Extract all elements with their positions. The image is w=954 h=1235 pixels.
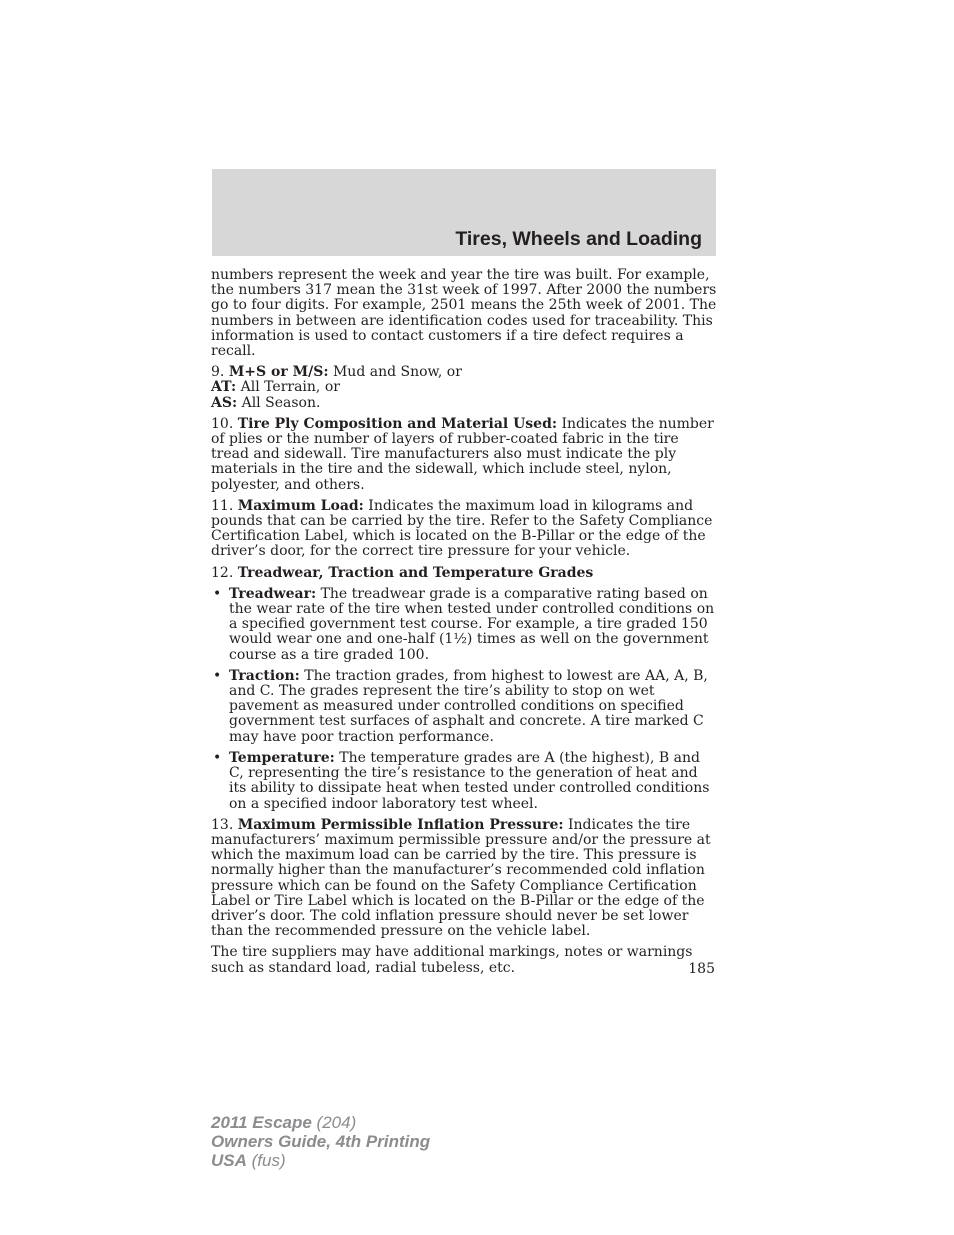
item-9-tire-season-markings <box>211 365 717 411</box>
item-number: 13. <box>211 816 234 833</box>
document-footer <box>211 1113 430 1170</box>
term-description: All Season. <box>237 394 321 411</box>
section-header-band <box>212 169 716 256</box>
bullet-traction <box>211 669 717 745</box>
bullet-treadwear <box>211 587 717 663</box>
footer-model-code: (204) <box>311 1113 357 1132</box>
term-label: M+S or M/S: <box>228 364 329 381</box>
term-description: Mud and Snow, or <box>328 364 462 381</box>
term-description: All Terrain, or <box>236 379 340 396</box>
term-description: Indicates the tire manufacturers’ maximum permissible pressure and/or the pressure at which the maximum load can be carried by the tire. This pressure is normally higher than the manufacturer’s recommended cold inflation pressure which can be found on the Safety Compliance Certification Label or Tire Label which is located on the B-Pillar or the edge of the driver’s door. The cold inflation pressure should never be set lower than the recommended pressure on the vehicle label. <box>211 816 711 940</box>
footer-line-guide: Owners Guide, 4th Printing <box>211 1132 431 1151</box>
section-title: Tires, Wheels and Loading <box>455 228 702 250</box>
term-label: Tire Ply Composition and Material Used: <box>237 415 558 432</box>
term-label: Treadwear: <box>229 585 317 602</box>
item-number: 10. <box>211 415 234 432</box>
term-description: The treadwear grade is a comparative rating based on the wear rate of the tire when tested under controlled conditions on a specified government test course. For example, a tire graded 150 would wear one and one-half (1½) times as well on the government course as a tire graded 100. <box>229 585 715 663</box>
page-number: 185 <box>688 961 715 977</box>
term-label: Maximum Permissible Inflation Pressure: <box>237 816 564 833</box>
item-12-grades-heading <box>211 566 717 581</box>
item-number: 11. <box>211 497 234 514</box>
term-description: Indicates the number of plies or the number of layers of rubber-coated fabric in the tire tread and sidewall. Tire manufacturers also must indicate the ply materials in the tire and the sidewall, which include steel, nylon, polyester, and others. <box>211 415 714 493</box>
term-description: The temperature grades are A (the highest), B and C, representing the tire’s resistance to the generation of heat and its ability to dissipate heat when tested under controlled conditions on a specified indoor laboratory test wheel. <box>229 749 710 812</box>
term-label: Treadwear, Traction and Temperature Grades <box>237 564 594 581</box>
item-11-maximum-load <box>211 499 717 560</box>
grades-bullet-list <box>211 587 717 812</box>
footer-line-market <box>211 1151 430 1170</box>
term-label: AS: <box>211 394 238 411</box>
term-label: Temperature: <box>229 749 335 766</box>
term-label: Traction: <box>229 667 300 684</box>
footer-market-code: (fus) <box>246 1151 286 1170</box>
closing-paragraph: The tire suppliers may have additional markings, notes or warnings such as standard load, radial tubeless, etc. <box>211 944 693 976</box>
footer-model: 2011 Escape <box>211 1113 312 1132</box>
item-13-inflation-pressure <box>211 818 717 940</box>
item-number: 12. <box>211 564 234 581</box>
bullet-temperature <box>211 751 717 812</box>
footer-line-model <box>211 1113 430 1132</box>
term-description: Indicates the maximum load in kilograms and pounds that can be carried by the tire. Refer to the Safety Compliance Certification Label, which is located on the B-Pillar or the edge of the driver’s door, for the correct tire pressure for your vehicle. <box>211 497 713 560</box>
item-number: 9. <box>211 364 225 381</box>
footer-market: USA <box>211 1151 247 1170</box>
term-label: AT: <box>211 379 237 396</box>
term-label: Maximum Load: <box>237 497 364 514</box>
item-10-ply-composition <box>211 417 717 493</box>
intro-paragraph: numbers represent the week and year the tire was built. For example, the numbers 317 mean the 31st week of 1997. After 2000 the numbers go to four digits. For example, 2501 means the 25th week of 2001. The numbers in between are identification codes used for traceability. This information is used to contact customers if a tire defect requires a recall. <box>211 267 717 360</box>
term-description: The traction grades, from highest to lowest are AA, A, B, and C. The grades represent the tire’s ability to stop on wet pavement as measured under controlled conditions on specified government test surfaces of asphalt and concrete. A tire marked C may have poor traction performance. <box>229 667 708 745</box>
page-content <box>211 268 717 982</box>
